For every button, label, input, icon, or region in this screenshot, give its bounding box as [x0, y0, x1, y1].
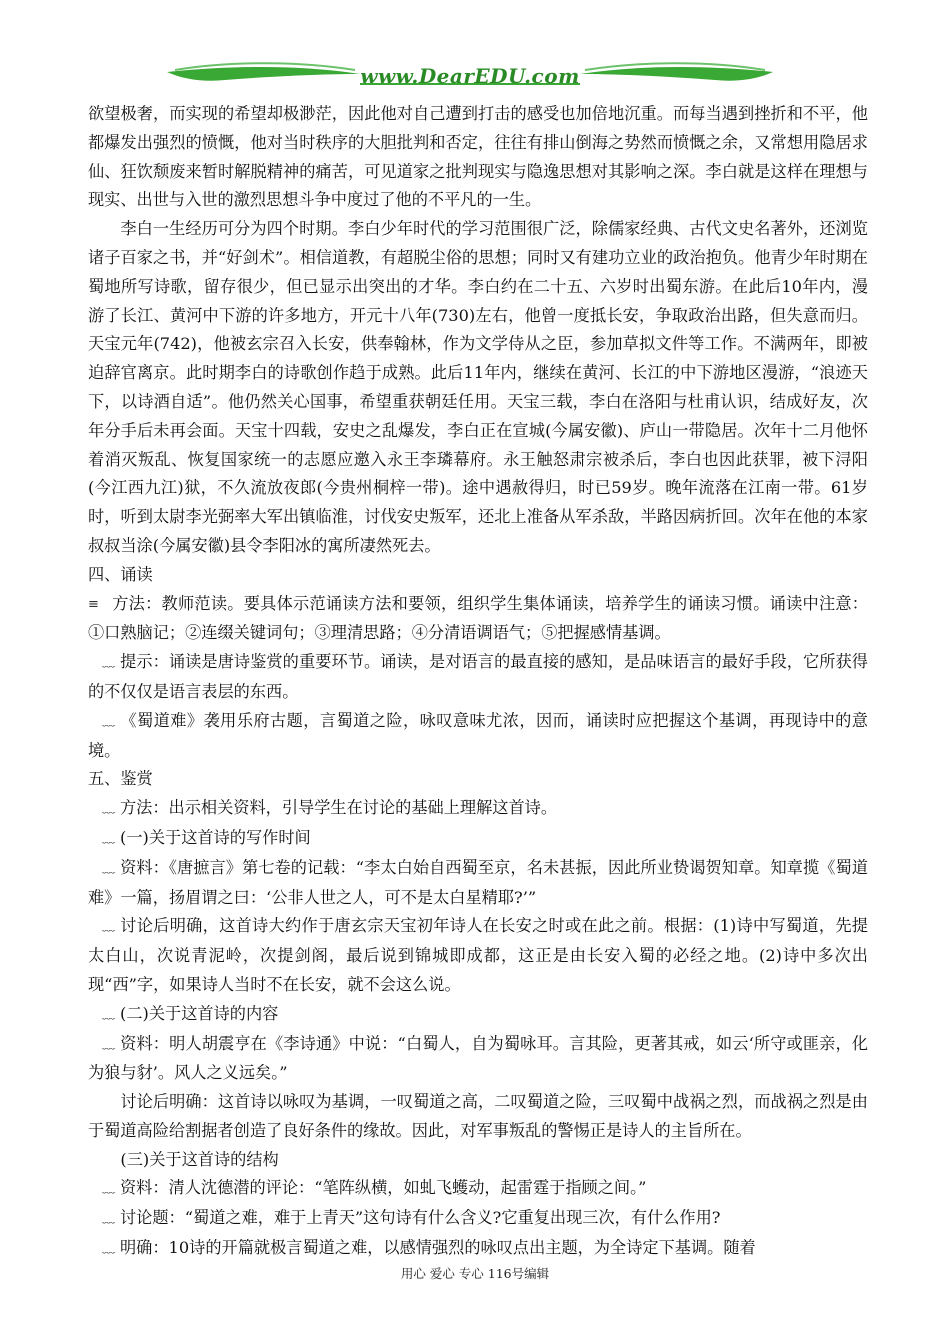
paragraph — [88, 1000, 868, 1030]
paragraph — [88, 854, 868, 913]
paragraph — [88, 765, 868, 794]
paragraph — [88, 1088, 868, 1146]
paragraph — [88, 794, 868, 824]
paragraph-text: 方法：出示相关资料，引导学生在讨论的基础上理解这首诗。 — [120, 798, 558, 818]
list-marker-icon: ﹏ — [102, 801, 116, 817]
paragraph-text: 欲望极奢，而实现的希望却极渺茫，因此他对自己遭到打击的感受也加倍地沉重。而每当遇到挫折和不平，他都爆发出强烈的愤慨，他对当时秩序的大胆批判和否定，往往有排山倒海之势然而愤慨之余，又常想用隐居求仙、狂饮颓废来暂时解脱精神的痛苦，可见道家之批判现实与隐逸思想对其影响之深。李白就是这样在理想与现实、出世与入世的激烈思想斗争中度过了他的不平凡的一生。 — [88, 104, 868, 210]
paragraph-text: 资料：清人沈德潜的评论：“笔阵纵横，如虬飞蠖动，起雷霆于指顾之间。” — [120, 1178, 647, 1198]
paragraph-text: 讨论后明确：这首诗以咏叹为基调，一叹蜀道之高，二叹蜀道之险，三叹蜀中战祸之烈，而战祸之烈是由于蜀道高险给割据者创造了良好条件的缘故。因此，对军事叛乱的警惕正是诗人的主旨所在。 — [88, 1092, 868, 1140]
list-marker-icon: ﹏ — [102, 713, 116, 729]
paragraph-text: 讨论后明确，这首诗大约作于唐玄宗天宝初年诗人在长安之时或在此之前。根据：(1)诗中写蜀道，先提太白山，次说青泥岭，次提剑阁，最后说到锦城即成都，这正是由长安入蜀的必经之地。(2)诗中多次出现“西”字，如果诗人当时不在长安，就不会这么说。 — [88, 916, 868, 994]
paragraph-text: 方法：教师范读。要具体示范诵读方法和要领，组织学生集体诵读，培养学生的诵读习惯。诵读中注意：①口熟脑记；②连缀关键词句；③理清思路；④分清语调语气；⑤把握感情基调。 — [88, 593, 868, 643]
paragraph — [88, 824, 868, 854]
paragraph — [88, 215, 868, 561]
paragraph-text: 五、鉴赏 — [88, 769, 153, 789]
paragraph-text: 李白一生经历可分为四个时期。李白少年时代的学习范围很广泛，除儒家经典、古代文史名著外，还浏览诸子百家之书，并“好剑术”。相信道教，有超脱尘俗的思想；同时又有建功立业的政治抱负。他青少年时期在蜀地所写诗歌，留存很少，但已显示出突出的才华。李白约在二十五、六岁时出蜀东游。在此后10年内，漫游了长江、黄河中下游的许多地方，开元十八年(730)左右，他曾一度抵长安，争取政治出路，但失意而归。天宝元年(742)，他被玄宗召入长安，供奉翰林，作为文学侍从之臣，参加草拟文件等工作。不满两年，即被迫辞官离京。此时期李白的诗歌创作趋于成熟。此后11年内，继续在黄河、长江的中下游地区漫游，“浪迹天下，以诗酒自适”。他仍然关心国事，希望重获朝廷任用。天宝三载，李白在洛阳与杜甫认识，结成好友，次年分手后未再会面。天宝十四载，安史之乱爆发，李白正在宣城(今属安徽)、庐山一带隐居。次年十二月他怀着消灭叛乱、恢复国家统一的志愿应邀入永王李璘幕府。永王触怒肃宗被杀后，李白也因此获罪，被下浔阳(今江西九江)狱，不久流放夜郎(今贵州桐梓一带)。途中遇赦得归，时已59岁。晚年流落在江南一带。61岁时，听到太尉李光弼率大军出镇临淮，讨伐安史叛军，还北上准备从军杀敌，半路因病折回。次年在他的本家叔叔当涂(今属安徽)县令李阳冰的寓所凄然死去。 — [88, 219, 868, 555]
list-marker-icon: ﹏ — [102, 1006, 116, 1022]
paragraph-text: (三)关于这首诗的结构 — [120, 1149, 279, 1169]
list-marker-icon: ﹏ — [102, 1181, 116, 1197]
logo-text: www.DearEDU.com — [360, 64, 580, 88]
document-body — [88, 100, 868, 1264]
paragraph — [88, 1234, 868, 1264]
list-marker-icon: ﹏ — [102, 655, 116, 671]
list-marker-icon: ﹏ — [102, 1211, 116, 1227]
paragraph-text: (一)关于这首诗的写作时间 — [120, 827, 311, 847]
paragraph — [88, 590, 868, 649]
paragraph-text: 讨论题：“蜀道之难，难于上青天”这句诗有什么含义?它重复出现三次，有什么作用? — [120, 1208, 721, 1228]
list-marker-icon: ﹏ — [102, 1036, 116, 1052]
paragraph — [88, 1030, 868, 1089]
paragraph-text: 提示：诵读是唐诗鉴赏的重要环节。诵读，是对语言的最直接的感知，是品味语言的最好手段，它所获得的不仅仅是语言表层的东西。 — [88, 652, 868, 701]
site-logo-banner — [165, 60, 775, 96]
list-marker-icon: ﹏ — [102, 1241, 116, 1257]
paragraph-text: 明确：10诗的开篇就极言蜀道之难，以感情强烈的咏叹点出主题，为全诗定下基调。随着 — [120, 1238, 756, 1258]
paragraph — [88, 707, 868, 766]
list-marker-icon: ≡ — [88, 596, 99, 612]
paragraph-text: 《蜀道难》袭用乐府古题，言蜀道之险，咏叹意味尤浓，因而，诵读时应把握这个基调，再现诗中的意境。 — [88, 710, 868, 760]
paragraph — [88, 1146, 868, 1175]
paragraph — [88, 561, 868, 590]
paragraph-text: 资料：《唐摭言》第七卷的记载：“李太白始自西蜀至京，名未甚振，因此所业贽谒贺知章。知章揽《蜀道难》一篇，扬眉谓之曰：‘公非人世之人，可不是太白星精耶?’” — [88, 857, 868, 907]
list-marker-icon: ﹏ — [102, 860, 116, 876]
paragraph — [88, 1174, 868, 1204]
list-marker-icon: ﹏ — [102, 830, 116, 846]
paragraph-text: 资料：明人胡震亨在《李诗通》中说：“白蜀人，自为蜀咏耳。言其险，更著其戒，如云‘所守或匪亲，化为狼与豺’。风人之义远矣。” — [88, 1033, 868, 1083]
paragraph — [88, 648, 868, 707]
paragraph-text: 四、诵读 — [88, 564, 153, 584]
paragraph — [88, 1204, 868, 1234]
page-footer: 用心 爱心 专心 116号编辑 — [400, 1266, 550, 1281]
paragraph — [88, 912, 868, 999]
paragraph-text: (二)关于这首诗的内容 — [120, 1003, 279, 1023]
paragraph — [88, 100, 868, 215]
list-marker-icon: ﹏ — [102, 919, 116, 935]
